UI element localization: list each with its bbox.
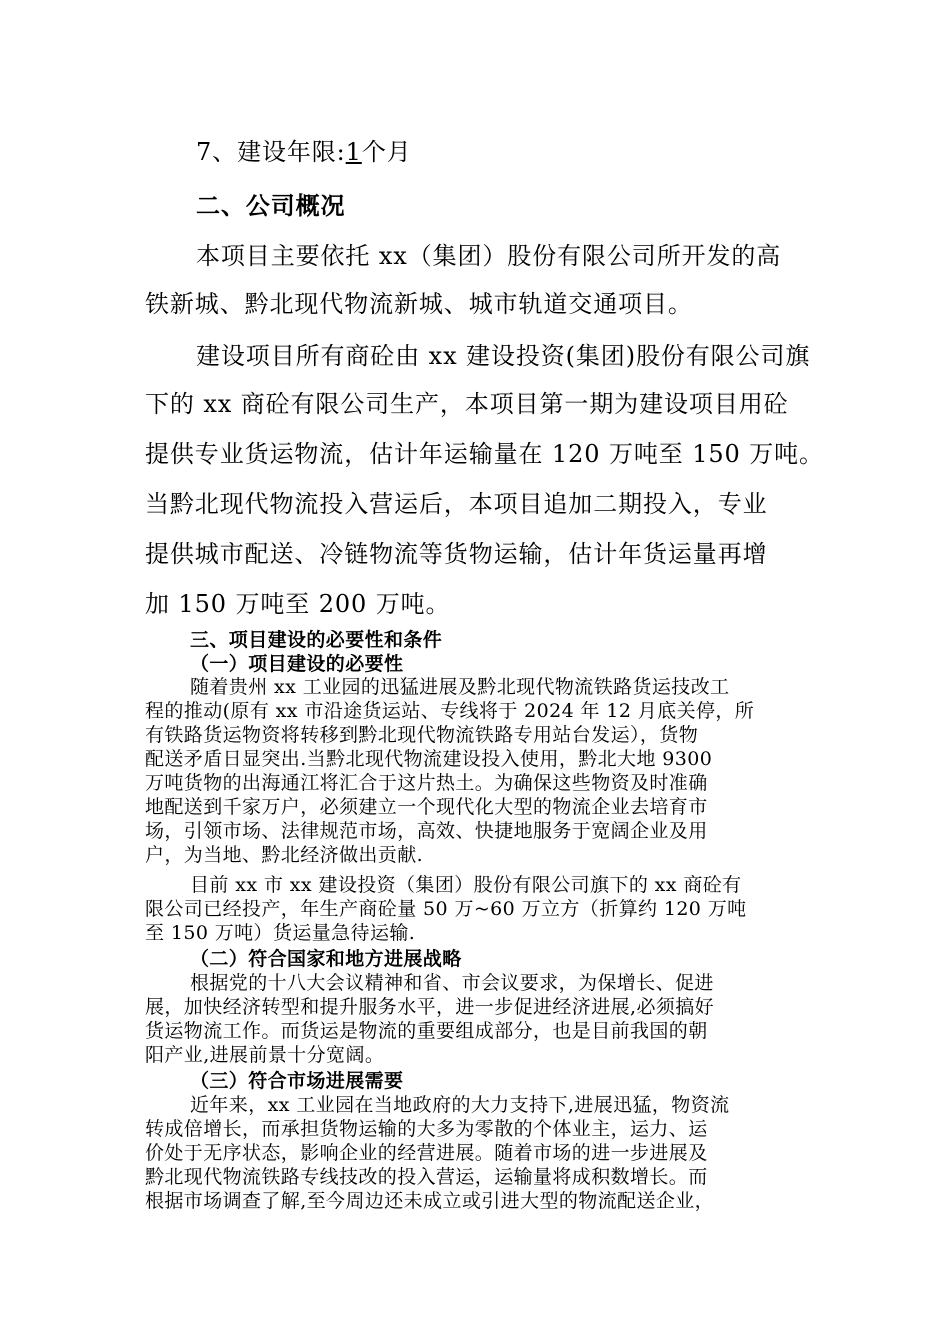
paragraph-line: 转成倍增长，而承担货物运输的大多为零散的个体业主，运力、运: [145, 1118, 708, 1140]
paragraph-line: 阳产业,进展前景十分宽阔。: [145, 1044, 385, 1066]
subsection-3-heading: （三）符合市场进展需要: [190, 1070, 404, 1092]
construction-period-label: 7、建设年限:: [196, 138, 346, 166]
subsection-1-heading: （一）项目建设的必要性: [190, 653, 404, 675]
paragraph-line: 黔北现代物流铁路专线技改的投入营运，运输量将成积数增长。而: [145, 1166, 708, 1188]
construction-period-value: 1: [345, 138, 362, 166]
section-3-heading: 三、项目建设的必要性和条件: [190, 629, 443, 651]
paragraph-line: 有铁路货运物资将转移到黔北现代物流铁路专用站台发运），货物: [145, 724, 699, 746]
construction-period-unit: 个月: [361, 138, 412, 166]
section-2-heading: 二、公司概况: [196, 191, 346, 220]
paragraph-line: 场，引领市场、法律规范市场，高效、快捷地服务于宽阔企业及用: [145, 820, 708, 842]
construction-period-line: [196, 132, 412, 167]
paragraph-line: 配送矛盾日显突出.当黔北现代物流建设投入使用，黔北大地 9300: [145, 748, 713, 770]
paragraph-line: 铁新城、黔北现代物流新城、城市轨道交通项目。: [145, 290, 693, 318]
paragraph-line: 展，加快经济转型和提升服务水平，进一步促进经济进展,必须搞好: [145, 996, 715, 1018]
paragraph-line: 万吨货物的出海通江将汇合于这片热土。为确保这些物资及时准确: [145, 772, 708, 794]
paragraph-line: 本项目主要依托 xx（集团）股份有限公司所开发的高: [196, 242, 782, 270]
paragraph-line: 地配送到千家万户，必须建立一个现代化大型的物流企业去培育市: [145, 796, 708, 818]
paragraph-line: 程的推动(原有 xx 市沿途货运站、专线将于 2024 年 12 月底关停，所: [145, 700, 755, 722]
paragraph-line: 目前 xx 市 xx 建设投资（集团）股份有限公司旗下的 xx 商砼有: [190, 874, 742, 896]
paragraph-line: 价处于无序状态，影响企业的经营进展。随着市场的进一步进展及: [145, 1142, 708, 1164]
paragraph-line: 随着贵州 xx 工业园的迅猛进展及黔北现代物流铁路货运技改工: [190, 676, 730, 698]
paragraph-line: 当黔北现代物流投入营运后，本项目追加二期投入，专业: [145, 490, 768, 518]
paragraph-line: 户，为当地、黔北经济做出贡献.: [145, 844, 424, 866]
paragraph-line: 建设项目所有商砼由 xx 建设投资(集团)股份有限公司旗: [196, 342, 811, 370]
paragraph-line: 根据市场调查了解,至今周边还未成立或引进大型的物流配送企业，: [145, 1190, 715, 1212]
paragraph-line: 提供专业货运物流，估计年运输量在 120 万吨至 150 万吨。: [145, 440, 824, 468]
paragraph-line: 下的 xx 商砼有限公司生产，本项目第一期为建设项目用砼: [145, 390, 789, 418]
paragraph-line: 限公司已经投产，年生产商砼量 50 万~60 万立方（折算约 120 万吨: [145, 898, 747, 920]
paragraph-line: 加 150 万吨至 200 万吨。: [145, 590, 451, 618]
paragraph-line: 近年来，xx 工业园在当地政府的大力支持下,进展迅猛，物资流: [190, 1094, 730, 1116]
paragraph-line: 提供城市配送、冷链物流等货物运输，估计年货运量再增: [145, 540, 768, 568]
subsection-2-heading: （二）符合国家和地方进展战略: [190, 948, 462, 970]
paragraph-line: 根据党的十八大会议精神和省、市会议要求，为保增长、促进: [190, 972, 714, 994]
paragraph-line: 货运物流工作。而货运是物流的重要组成部分，也是目前我国的朝: [145, 1020, 708, 1042]
paragraph-line: 至 150 万吨）货运量急待运输.: [145, 922, 416, 944]
